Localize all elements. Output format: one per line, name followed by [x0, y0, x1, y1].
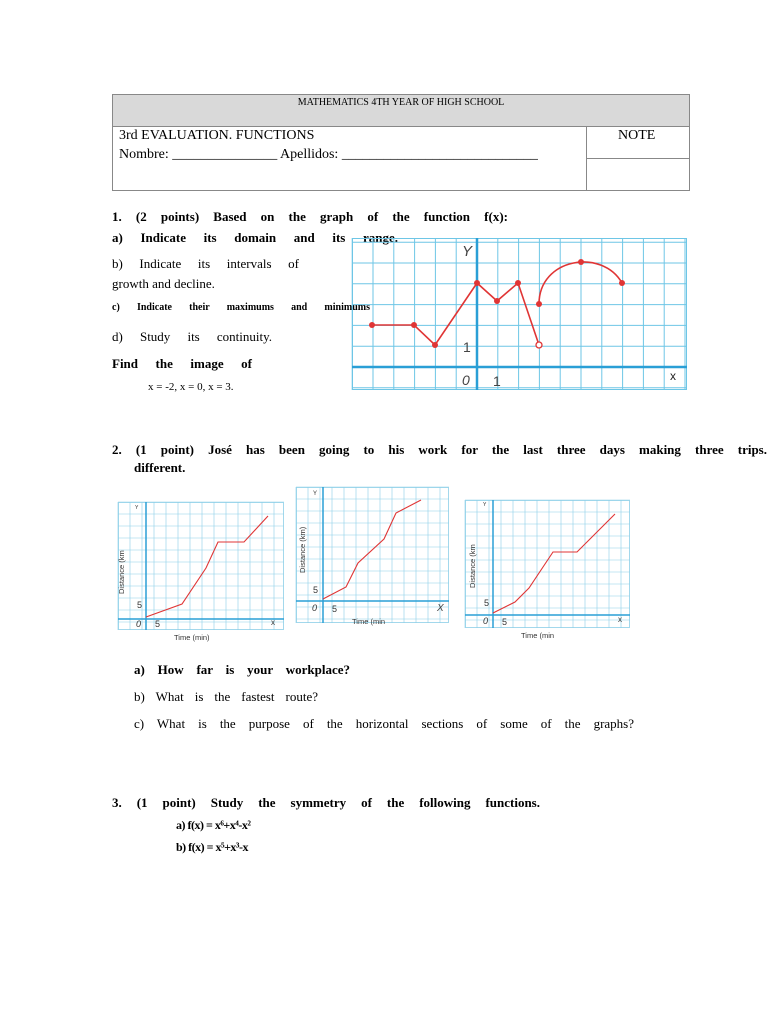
q3-title: 3. (1 point) Study the symmetry of the following functions. [112, 795, 540, 810]
note-label: NOTE [618, 128, 656, 143]
q2-graph-2-y-axis-label: Y [313, 491, 318, 497]
q1-values: x = -2, x = 0, x = 3. [148, 381, 234, 393]
q2-graph-1-origin: 0 [136, 619, 142, 629]
q2-graph-2-xlabel: Time (min [352, 617, 386, 626]
q1-item-b-line1: b) Indicate its intervals of [112, 256, 299, 271]
q1-function-graph [352, 238, 687, 390]
q2-graph-2-line [323, 500, 421, 599]
q1-item-c: c) Indicate their maximums and minimums [112, 302, 370, 313]
q1-point [578, 259, 584, 265]
q2-graph-2-ylabel: Distance (km) [298, 526, 307, 573]
q2-graph-1-five-x: 5 [155, 619, 161, 629]
q2-graph-3-five-x: 5 [502, 617, 508, 627]
q2-graph-3-grid [465, 500, 630, 628]
q1-y-label: Y [462, 243, 473, 260]
q2-graph-3 [465, 500, 630, 641]
note-divider [586, 158, 690, 159]
q2-item-b: b) What is the fastest route? [134, 689, 318, 704]
grid-border [119, 503, 284, 630]
q2-item-c: c) What is the purpose of the horizontal sections of some of the graphs? [134, 716, 634, 731]
q1-point [536, 301, 542, 307]
q2-graph-1-xlabel: Time (min) [174, 633, 210, 642]
q1-title: 1. (2 points) Based on the graph of the function f(x): [112, 209, 508, 224]
q2-graph-1-ylabel: Distance (km [117, 550, 126, 594]
q2-graph-2-origin: 0 [312, 603, 318, 613]
q1-x-one-label: 1 [493, 373, 501, 389]
q2-item-a: a) How far is your workplace? [134, 662, 350, 677]
q1-point [515, 280, 521, 286]
q3-item-a: a) f(x) = x⁶+x⁴-x² [176, 818, 251, 832]
grid-border [466, 501, 630, 628]
header-table [112, 94, 690, 191]
q1-point [619, 280, 625, 286]
q1-point [432, 342, 438, 348]
q2-graph-2-five-x: 5 [332, 604, 338, 614]
q1-item-b-line2: growth and decline. [112, 276, 215, 291]
q1-find: Find the image of [112, 356, 252, 371]
q1-curve-polyline [372, 283, 539, 345]
q2-graph-1 [118, 502, 284, 642]
q1-y-one-label: 1 [463, 339, 471, 355]
q2-graph-1-x-axis-label: x [271, 618, 275, 627]
q1-item-a: a) Indicate its domain and its range. [112, 230, 398, 245]
q1-points [369, 259, 625, 348]
q1-open-point [536, 342, 542, 348]
q1-origin-label: 0 [462, 372, 470, 388]
q2-title-line2: different. [134, 460, 186, 475]
grid-border [297, 488, 449, 623]
q1-point [369, 322, 375, 328]
name-fields: Nombre: _______________ Apellidos: ____________________________ [119, 147, 538, 162]
evaluation-title: 3rd EVALUATION. FUNCTIONS [119, 128, 315, 143]
q2-title: 2. (1 point) José has been going to his work for the last three days making three trips. [112, 442, 767, 457]
q1-point [494, 298, 500, 304]
q2-graph-1-grid [118, 502, 284, 630]
q1-point [474, 280, 480, 286]
q2-graph-1-y-axis-label: Y [135, 505, 139, 511]
q2-graph-2-five-y: 5 [313, 585, 319, 595]
q2-graph-3-ylabel: Distance (km [468, 544, 477, 588]
q2-graph-3-y-axis-label: Y [483, 502, 487, 508]
q2-graph-3-five-y: 5 [484, 598, 490, 608]
header-title: MATHEMATICS 4TH YEAR OF HIGH SCHOOL [113, 95, 689, 127]
q2-graph-3-x-axis-label: x [618, 615, 622, 624]
q1-x-label: x [670, 369, 676, 383]
q1-point [411, 322, 417, 328]
q2-graph-3-origin: 0 [483, 616, 489, 626]
q1-item-d: d) Study its continuity. [112, 329, 272, 344]
q2-graph-3-xlabel: Time (min [521, 631, 555, 640]
q3-item-b: b) f(x) = x⁵+x³-x [176, 840, 249, 854]
header-divider [586, 127, 587, 191]
q2-graph-2-x-axis-label: X [437, 603, 444, 614]
q2-graph-1-five-y: 5 [137, 600, 143, 610]
q2-graph-2 [296, 487, 449, 630]
q2-graph-2-grid [296, 487, 449, 623]
